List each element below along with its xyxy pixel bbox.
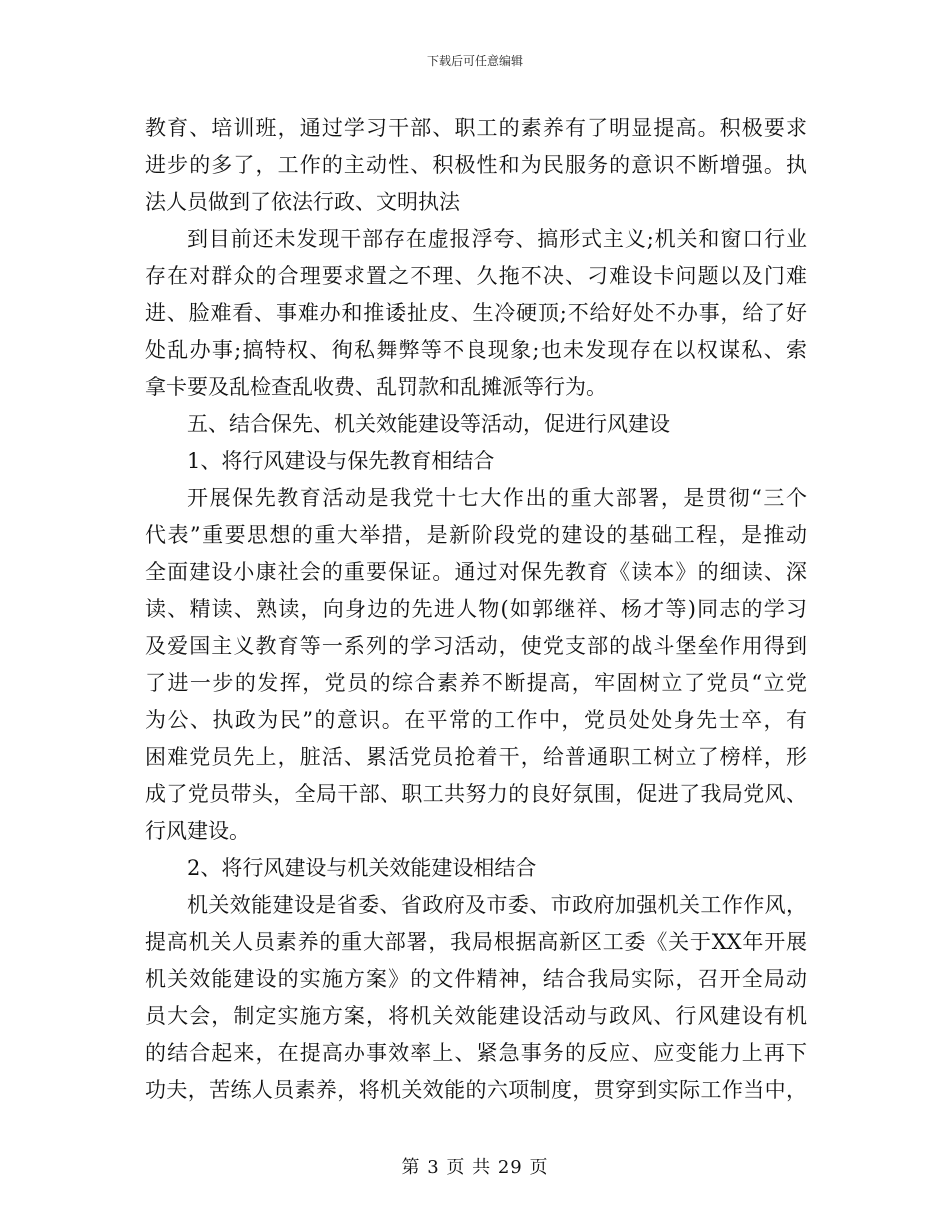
text-line: 机关效能建设的实施方案》的文件精神，结合我局实际，召开全局动 — [145, 967, 807, 991]
section-heading: 五、结合保先、机关效能建设等活动，促进行风建设 — [187, 412, 670, 436]
text-line: 机关效能建设是省委、省政府及市委、市政府加强机关工作作风， — [187, 893, 807, 917]
text-line: 拿卡要及乱检查乱收费、乱罚款和乱摊派等行为。 — [145, 375, 607, 399]
subsection-heading: 2、将行风建设与机关效能建设相结合 — [187, 856, 537, 880]
text-line: 进、脸难看、事难办和推诿扯皮、生冷硬顶;不给好处不办事，给了好 — [145, 301, 807, 325]
text-line: 全面建设小康社会的重要保证。通过对保先教育《读本》的细读、深 — [145, 560, 807, 584]
subsection-heading: 1、将行风建设与保先教育相结合 — [187, 449, 495, 473]
text-line: 读、精读、熟读，向身边的先进人物(如郭继祥、杨才等)同志的学习 — [145, 597, 807, 621]
document-body — [145, 110, 807, 1109]
text-line: 及爱国主义教育等一系列的学习活动，使党支部的战斗堡垒作用得到 — [145, 634, 807, 658]
text-line: 进步的多了，工作的主动性、积极性和为民服务的意识不断增强。执 — [145, 153, 807, 177]
text-line: 困难党员先上，脏活、累活党员抢着干，给普通职工树立了榜样，形 — [145, 745, 807, 769]
text-line: 教育、培训班，通过学习干部、职工的素养有了明显提高。积极要求 — [145, 116, 807, 140]
text-line: 的结合起来，在提高办事效率上、紧急事务的反应、应变能力上再下 — [145, 1041, 807, 1065]
text-line: 法人员做到了依法行政、文明执法 — [145, 190, 460, 214]
text-line: 处乱办事;搞特权、徇私舞弊等不良现象;也未发现存在以权谋私、索 — [145, 338, 807, 362]
text-line: 行风建设。 — [145, 819, 250, 843]
page-header: 下载后可任意编辑 — [426, 54, 523, 68]
text-line: 功夫，苦练人员素养，将机关效能的六项制度，贯穿到实际工作当中， — [145, 1078, 807, 1102]
text-line: 到目前还未发现干部存在虚报浮夸、搞形式主义;机关和窗口行业 — [187, 227, 807, 251]
text-line: 代表”重要思想的重大举措，是新阶段党的建设的基础工程，是推动 — [145, 523, 807, 547]
text-line: 了进一步的发挥，党员的综合素养不断提高，牢固树立了党员“立党 — [145, 671, 807, 695]
text-line: 提高机关人员素养的重大部署，我局根据高新区工委《关于XX年开展 — [145, 930, 807, 954]
text-line: 开展保先教育活动是我党十七大作出的重大部署，是贯彻“三个 — [187, 486, 807, 510]
text-line: 成了党员带头，全局干部、职工共努力的良好氛围，促进了我局党风、 — [145, 782, 807, 806]
text-line: 为公、执政为民”的意识。在平常的工作中，党员处处身先士卒，有 — [145, 708, 807, 732]
text-line: 存在对群众的合理要求置之不理、久拖不决、刁难设卡问题以及门难 — [145, 264, 807, 288]
text-line: 员大会，制定实施方案，将机关效能建设活动与政风、行风建设有机 — [145, 1004, 807, 1028]
page-footer: 第 3 页 共 29 页 — [401, 1157, 549, 1178]
